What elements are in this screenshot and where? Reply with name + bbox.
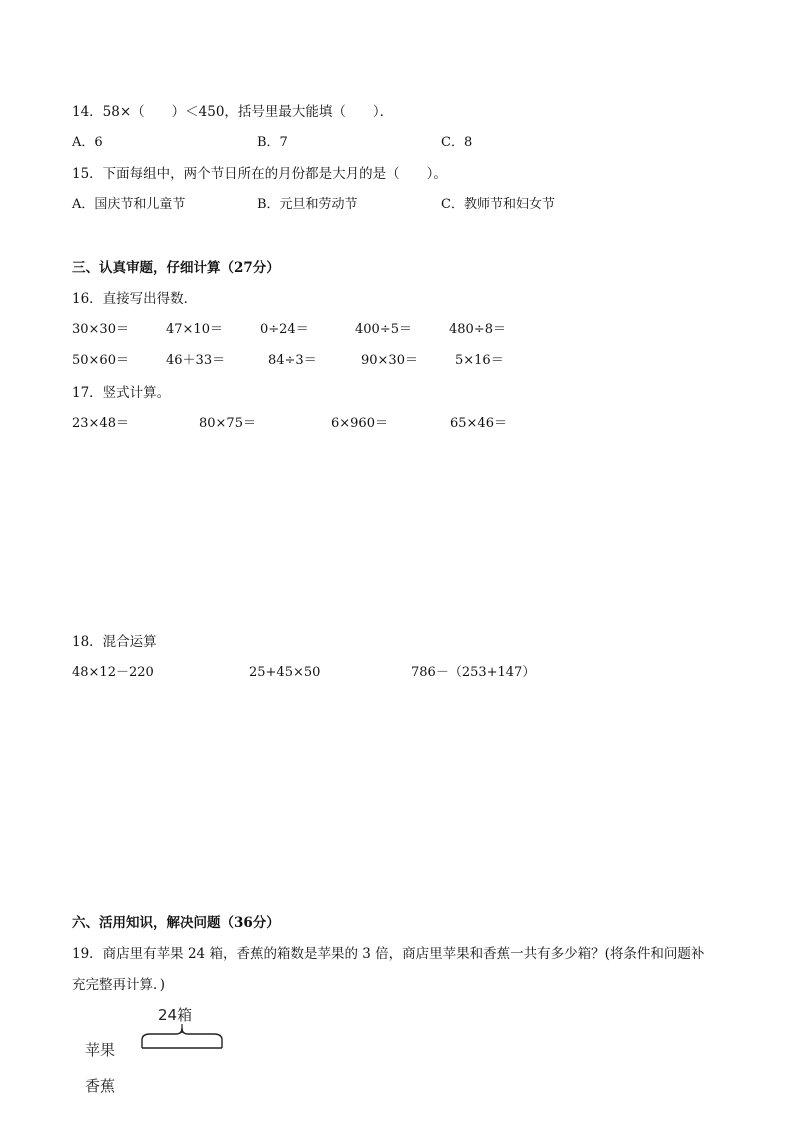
q16-r1-c2: 47×10＝ xyxy=(166,322,223,337)
q16-r2-c3: 84÷3＝ xyxy=(268,353,317,368)
q16-r1-c5: 480÷8＝ xyxy=(449,322,506,337)
q19-line-1: 19．商店里有苹果 24 箱，香蕉的箱数是苹果的 3 倍，商店里苹果和香蕉一共有多少箱？(将条件和问题补 xyxy=(72,946,705,962)
line-segment-diagram xyxy=(80,1000,260,1110)
q16-r2-c1: 50×60＝ xyxy=(72,353,129,368)
q16-r1-c4: 400÷5＝ xyxy=(355,322,412,337)
q16-r2-c2: 46＋33＝ xyxy=(166,353,226,368)
q16-r2-c4: 90×30＝ xyxy=(361,353,418,368)
q15-option-a: A．国庆节和儿童节 xyxy=(72,197,186,212)
q17-item-1: 23×48＝ xyxy=(72,416,129,431)
q17-item-4: 65×46＝ xyxy=(450,416,507,431)
q16-r1-c3: 0÷24＝ xyxy=(260,322,309,337)
q14-option-b: B．7 xyxy=(257,135,288,150)
q15-option-c: C．教师节和妇女节 xyxy=(441,197,555,212)
q18-item-3: 786－（253+147） xyxy=(411,665,536,680)
q14-option-c: C．8 xyxy=(441,135,473,150)
q16-r2-c5: 5×16＝ xyxy=(455,353,504,368)
q15-option-b: B．元旦和劳动节 xyxy=(257,197,358,212)
diagram-top-label: 24箱 xyxy=(158,1006,193,1024)
q18-item-1: 48×12－220 xyxy=(72,665,154,680)
q17-item-3: 6×960＝ xyxy=(331,416,388,431)
q18-stem: 18．混合运算 xyxy=(72,634,157,650)
q14-stem: 14．58×（ ）＜450，括号里最大能填（ ）． xyxy=(72,104,394,120)
q19-line-2: 充完整再计算．) xyxy=(72,977,166,993)
q16-stem: 16．直接写出得数． xyxy=(72,291,198,307)
section-3-title: 三、认真审题，仔细计算（27分） xyxy=(72,260,280,276)
q17-item-2: 80×75＝ xyxy=(199,416,256,431)
q17-stem: 17．竖式计算。 xyxy=(72,385,171,401)
section-6-title: 六、活用知识，解决问题（36分） xyxy=(72,915,280,931)
q18-item-2: 25+45×50 xyxy=(249,665,321,680)
diagram-apple-label: 苹果 xyxy=(85,1041,116,1059)
q16-r1-c1: 30×30＝ xyxy=(72,322,129,337)
diagram-banana-label: 香蕉 xyxy=(85,1077,116,1095)
q15-stem: 15．下面每组中，两个节日所在的月份都是大月的是（ ）。 xyxy=(72,166,447,182)
q14-option-a: A．6 xyxy=(72,135,103,150)
